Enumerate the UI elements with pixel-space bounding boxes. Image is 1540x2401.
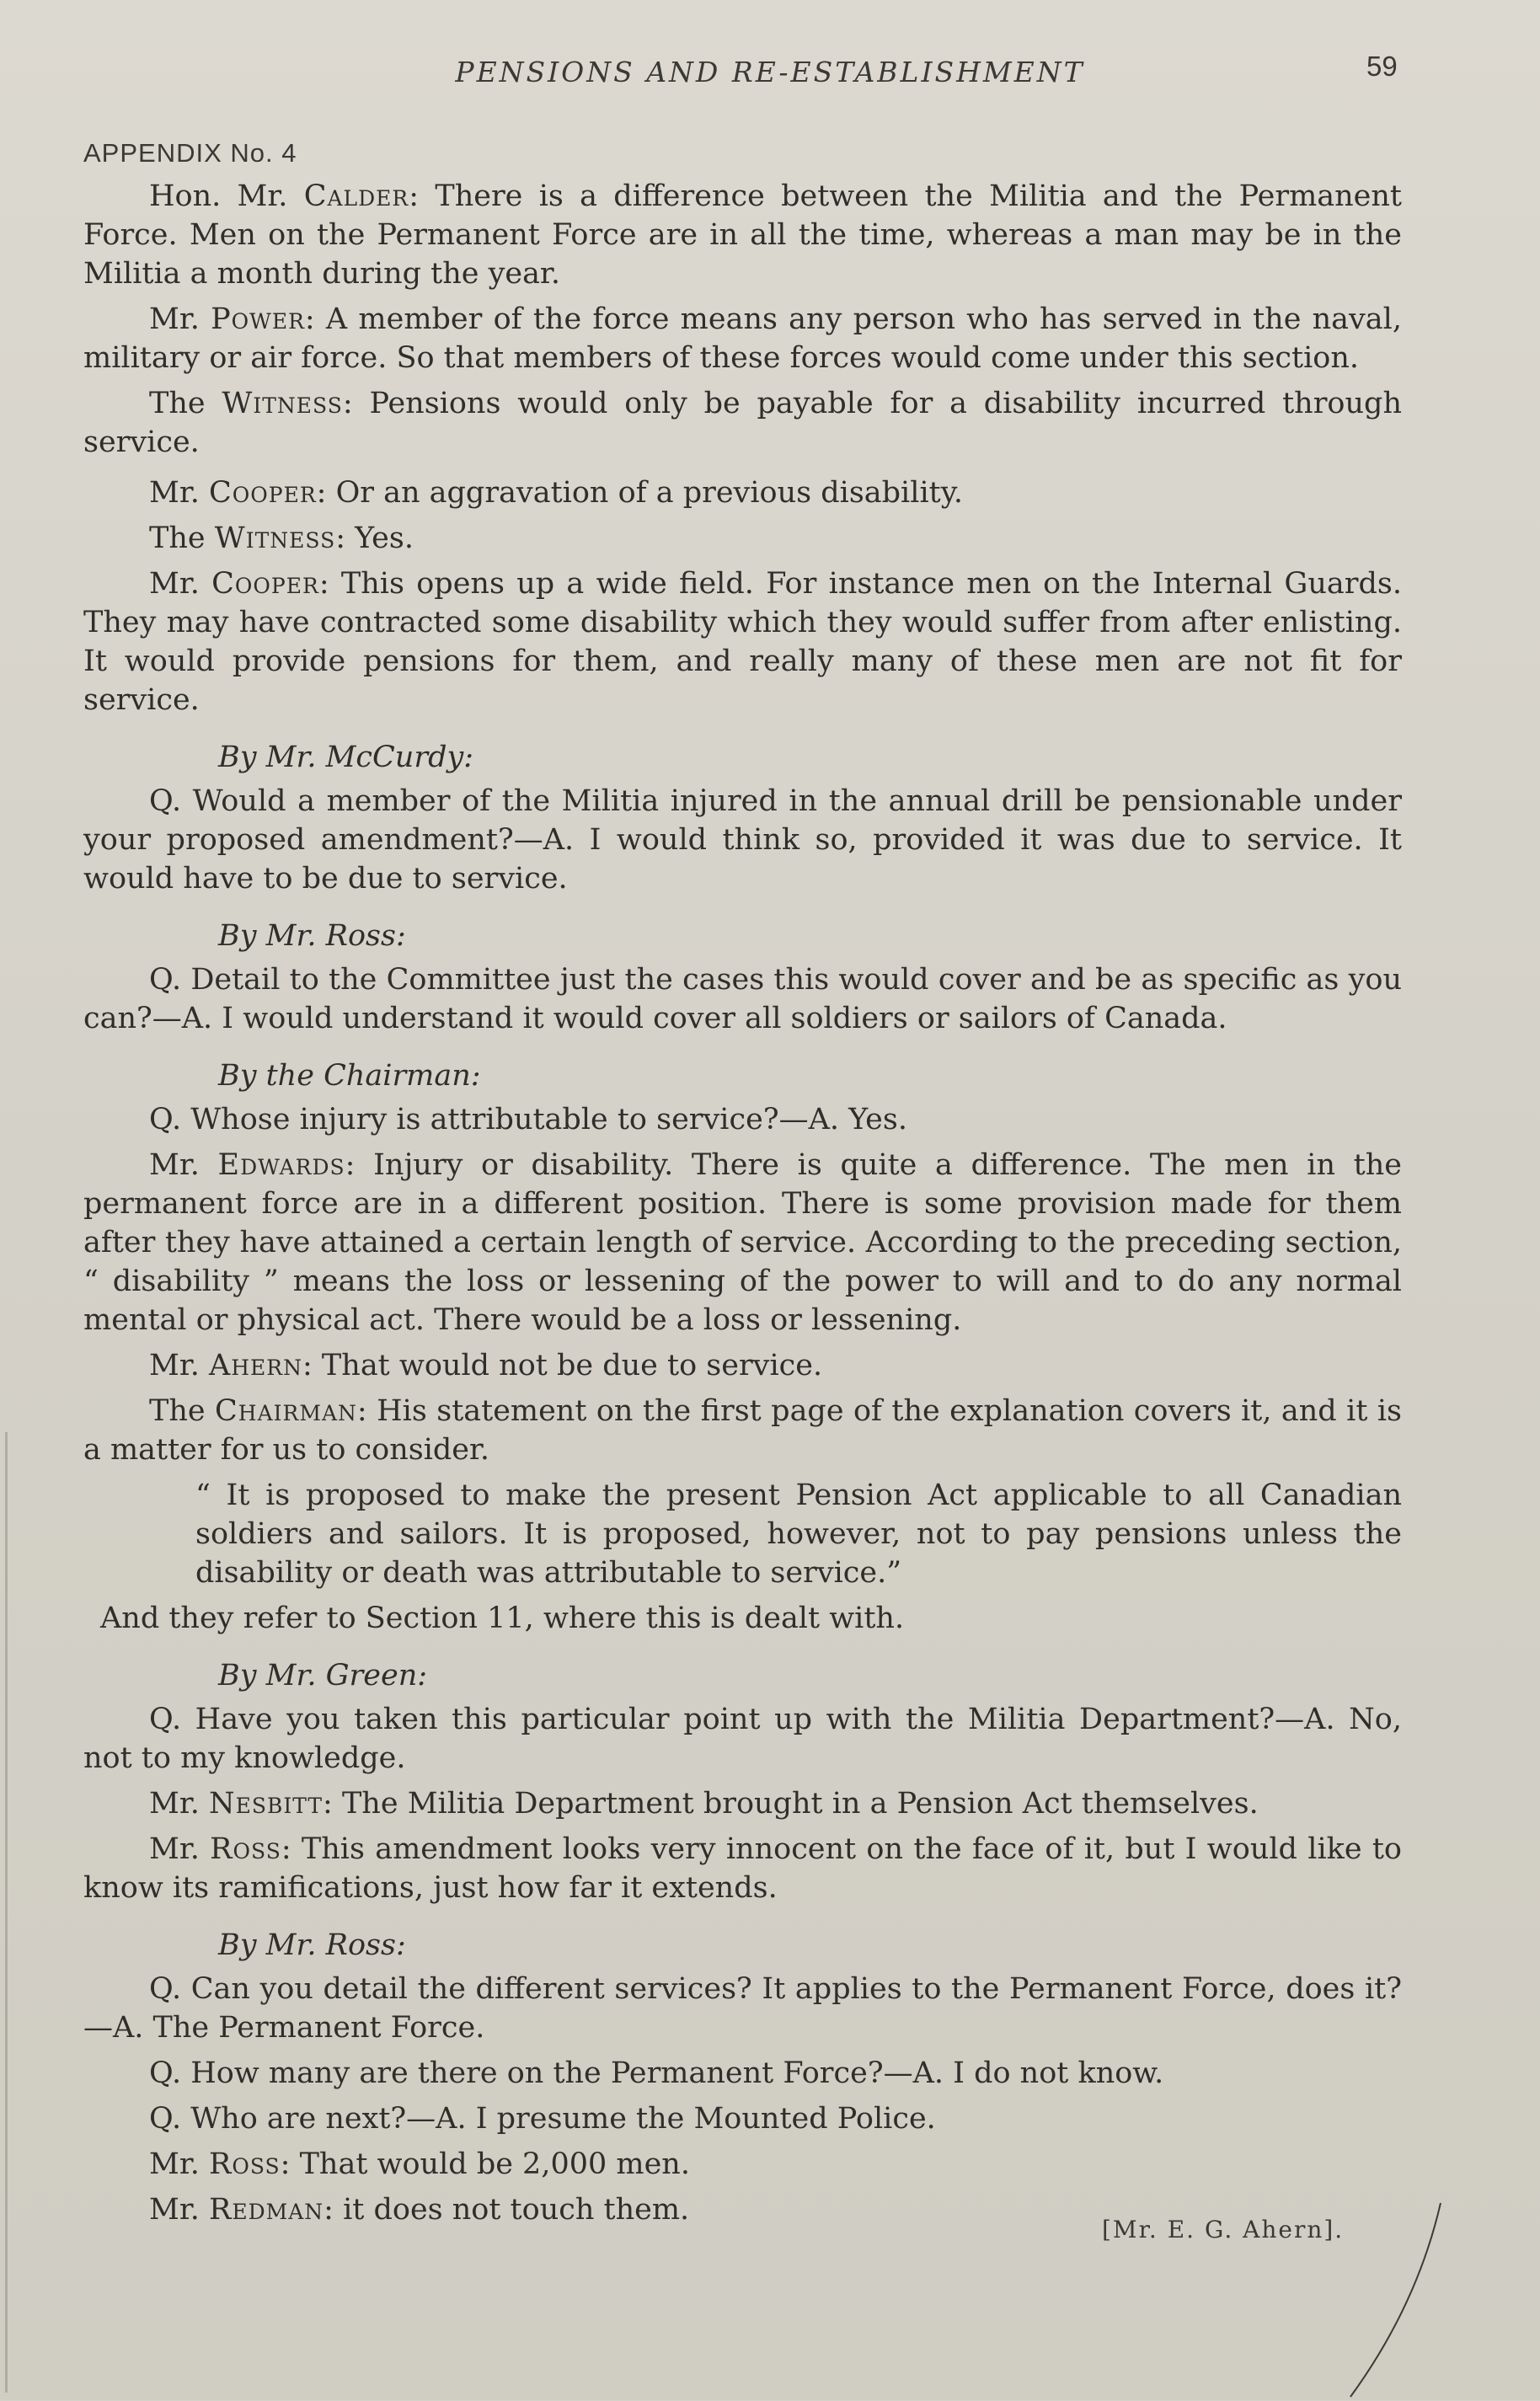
question-ross-how-many: Q. How many are there on the Permanent Force?—A. I do not know. [149,2056,1164,2090]
question-green: Q. Have you taken this particular point up with the Militia Department?—A. No, not to my knowledge. [83,1703,1402,1775]
block-quote: “ It is proposed to make the present Pension Act applicable to all Canadian soldiers and sailors. It is proposed, however, not to pay pensions unless the disability or death was attributable to service.” [195,1479,1402,1590]
page-number: 59 [1366,51,1398,82]
speaker-name: Chairman [215,1394,357,1428]
section-heading-ross-2: By Mr. Ross: [218,1928,406,1962]
speaker-name: Witness [214,521,336,555]
speaker-name: Redman [208,2193,324,2227]
speaker-name: Edwards [217,1148,345,1182]
paragraph-ross: Mr. Ross: This amendment looks very innocent on the face of it, but I would like to know its ramifications, just how far it extends. [83,1832,1402,1905]
question-ross-next: Q. Who are next?—A. I presume the Mounted Police. [149,2102,936,2136]
speaker-name: Nesbitt [208,1787,324,1821]
speaker-name: Ahern [208,1349,303,1382]
speaker-name: Witness [222,387,343,420]
paragraph-cooper-2: Mr. Cooper: This opens up a wide field. For instance men on the Internal Guards. They may have contracted some disability which they would suffer from after enlisting. It would provide pensions for them, and really many of these men are not fit for service. [83,567,1402,717]
question-mccurdy: Q. Would a member of the Militia injured in the annual drill be pensionable under your proposed amendment?—A. I would think so, provided it was due to service. It would have to be due to service. [83,784,1402,896]
paragraph-chairman: The Chairman: His statement on the first page of the explanation covers it, and it is a matter for us to consider. [83,1394,1402,1467]
transcript-body [83,177,1402,2236]
speaker-name: Ross [208,2147,281,2181]
question-chairman: Q. Whose injury is attributable to service?—A. Yes. [149,1103,907,1136]
speaker-name: Power [211,302,305,336]
appendix-label: APPENDIX No. 4 [83,138,297,168]
question-ross-services: Q. Can you detail the different services? It applies to the Permanent Force, does it?—A. The Permanent Force. [83,1972,1402,2045]
running-title: PENSIONS AND RE-ESTABLISHMENT [455,56,1085,88]
speaker-name: Cooper [211,567,319,601]
paragraph-nesbitt: Mr. Nesbitt: The Militia Department brought in a Pension Act themselves. [149,1787,1259,1821]
section-heading-mccurdy: By Mr. McCurdy: [218,741,474,774]
section-heading-green: By Mr. Green: [218,1659,428,1692]
section-heading-chairman: By the Chairman: [218,1059,481,1093]
paragraph-ross-2000: Mr. Ross: That would be 2,000 men. [149,2147,690,2181]
paragraph-redman: Mr. Redman: it does not touch them. [149,2193,690,2227]
question-ross: Q. Detail to the Committee just the cases this would cover and be as specific as you can?—A. I would understand it would cover all soldiers or sailors of Canada. [83,963,1402,1035]
paragraph-witness-yes: The Witness: Yes. [149,521,414,555]
speaker-name: Cooper [208,476,317,510]
paragraph-power: Mr. Power: A member of the force means any person who has served in the naval, military or air force. So that members of these forces would come under this section. [83,302,1402,375]
paragraph-section-11: And they refer to Section 11, where this is dealt with. [100,1602,905,1635]
paragraph-cooper: Mr. Cooper: Or an aggravation of a previous disability. [149,476,963,510]
paragraph-witness: The Witness: Pensions would only be payable for a disability incurred through service. [83,387,1402,459]
paragraph-edwards: Mr. Edwards: Injury or disability. There is quite a difference. The men in the permanent force are in a different position. There is some provision made for them after they have attained a certain length of service. According to the preceding section, “ disability ” means the loss or lessening of the power to will and to do any normal mental or physical act. There would be a loss or lessening. [83,1148,1402,1337]
speaker-name: Calder [303,179,409,213]
pen-stroke-mark [1344,2199,1445,2401]
paragraph-ahern: Mr. Ahern: That would not be due to service. [149,1349,823,1382]
section-heading-ross: By Mr. Ross: [218,919,406,953]
page-edge-shadow [5,1432,8,2393]
speaker-name: Ross [210,1832,281,1866]
speaker-attribution: [Mr. E. G. Ahern]. [1102,2216,1345,2243]
paragraph-calder: Hon. Mr. Calder: There is a difference between the Militia and the Permanent Force. Men on the Permanent Force are in all the time, whereas a man may be in the Militia a month during the year. [83,179,1402,291]
